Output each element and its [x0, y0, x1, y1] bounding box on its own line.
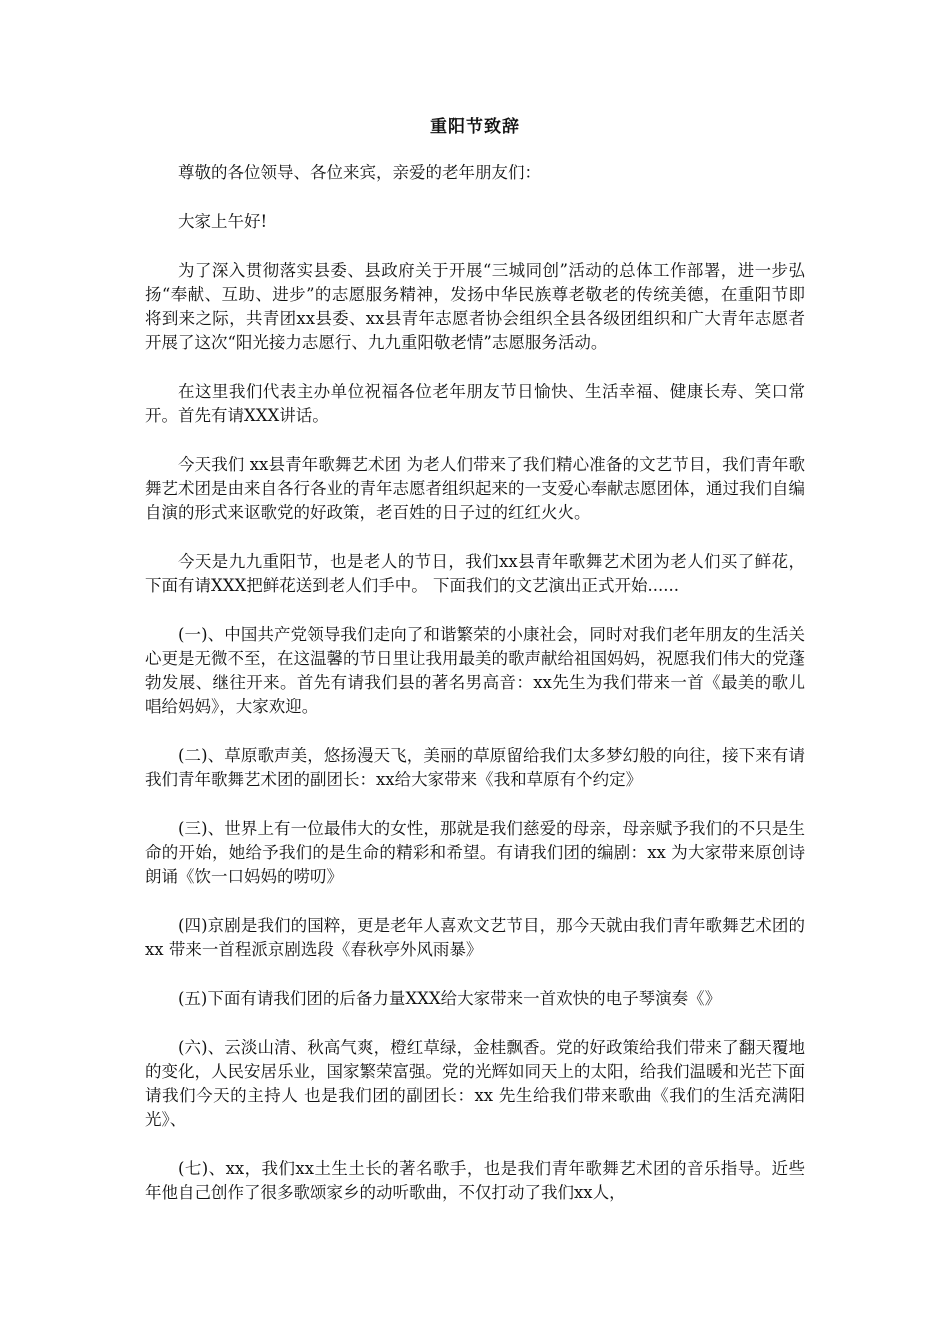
paragraph-program-2: (二)、草原歌声美，悠扬漫天飞，美丽的草原留给我们太多梦幻般的向往，接下来有请我们青年歌舞艺术团的副团长：xx给大家带来《我和草原有个约定》: [145, 746, 805, 789]
paragraph-troupe-intro: 今天我们 xx县青年歌舞艺术团 为老人们带来了我们精心准备的文艺节目，我们青年歌舞艺术团是由来自各行各业的青年志愿者组织起来的一支爱心奉献志愿团体，通过我们自编自演的形式来讴歌党的好政策，老百姓的日子过的红红火火。: [145, 455, 805, 522]
paragraph-flowers: 今天是九九重阳节，也是老人的节日，我们xx县青年歌舞艺术团为老人们买了鲜花，下面有请XXX把鲜花送到老人们手中。 下面我们的文艺演出正式开始......: [145, 552, 805, 595]
paragraph-program-4: (四)京剧是我们的国粹，更是老年人喜欢文艺节目，那今天就由我们青年歌舞艺术团的xx 带来一首程派京剧选段《春秋亭外风雨暴》: [145, 916, 805, 959]
paragraph-salutation: 尊敬的各位领导、各位来宾，亲爱的老年朋友们：: [178, 163, 541, 182]
paragraph-program-7: (七)、xx，我们xx土生土长的著名歌手，也是我们青年歌舞艺术团的音乐指导。近些年他自己创作了很多歌颂家乡的动听歌曲，不仅打动了我们xx人，: [145, 1159, 805, 1202]
paragraph-program-3: (三)、世界上有一位最伟大的女性，那就是我们慈爱的母亲，母亲赋予我们的不只是生命的开始，她给予我们的是生命的精彩和希望。有请我们团的编剧：xx 为大家带来原创诗朗诵《饮一口妈妈的唠叨》: [145, 819, 805, 886]
paragraph-blessing: 在这里我们代表主办单位祝福各位老年朋友节日愉快、生活幸福、健康长寿、笑口常开。首先有请XXX讲话。: [145, 382, 805, 425]
paragraph-program-1: (一)、中国共产党领导我们走向了和谐繁荣的小康社会，同时对我们老年朋友的生活关心更是无微不至，在这温馨的节日里让我用最美的歌声献给祖国妈妈，祝愿我们伟大的党蓬勃发展、继往开来。首先有请我们县的著名男高音：xx先生为我们带来一首《最美的歌儿唱给妈妈》，大家欢迎。: [145, 625, 805, 716]
paragraph-greeting: 大家上午好!: [178, 212, 268, 231]
paragraph-program-6: (六)、云淡山清、秋高气爽，橙红草绿，金桂飘香。党的好政策给我们带来了翻天覆地的变化，人民安居乐业，国家繁荣富强。党的光辉如同天上的太阳，给我们温暖和光芒下面请我们今天的主持人 也是我们团的副团长：xx 先生给我们带来歌曲《我们的生活充满阳光》、: [145, 1038, 805, 1129]
paragraph-event-intro: 为了深入贯彻落实县委、县政府关于开展“三城同创”活动的总体工作部署，进一步弘扬“奉献、互助、进步”的志愿服务精神，发扬中华民族尊老敬老的传统美德，在重阳节即将到来之际，共青团xx县委、xx县青年志愿者协会组织全县各级团组织和广大青年志愿者开展了这次“阳光接力志愿行、九九重阳敬老情”志愿服务活动。: [145, 261, 805, 352]
paragraph-program-5: (五)下面有请我们团的后备力量XXX给大家带来一首欢快的电子琴演奏《》: [178, 989, 722, 1008]
document-page: [145, 112, 805, 1230]
document-title: 重阳节致辞: [430, 117, 520, 137]
